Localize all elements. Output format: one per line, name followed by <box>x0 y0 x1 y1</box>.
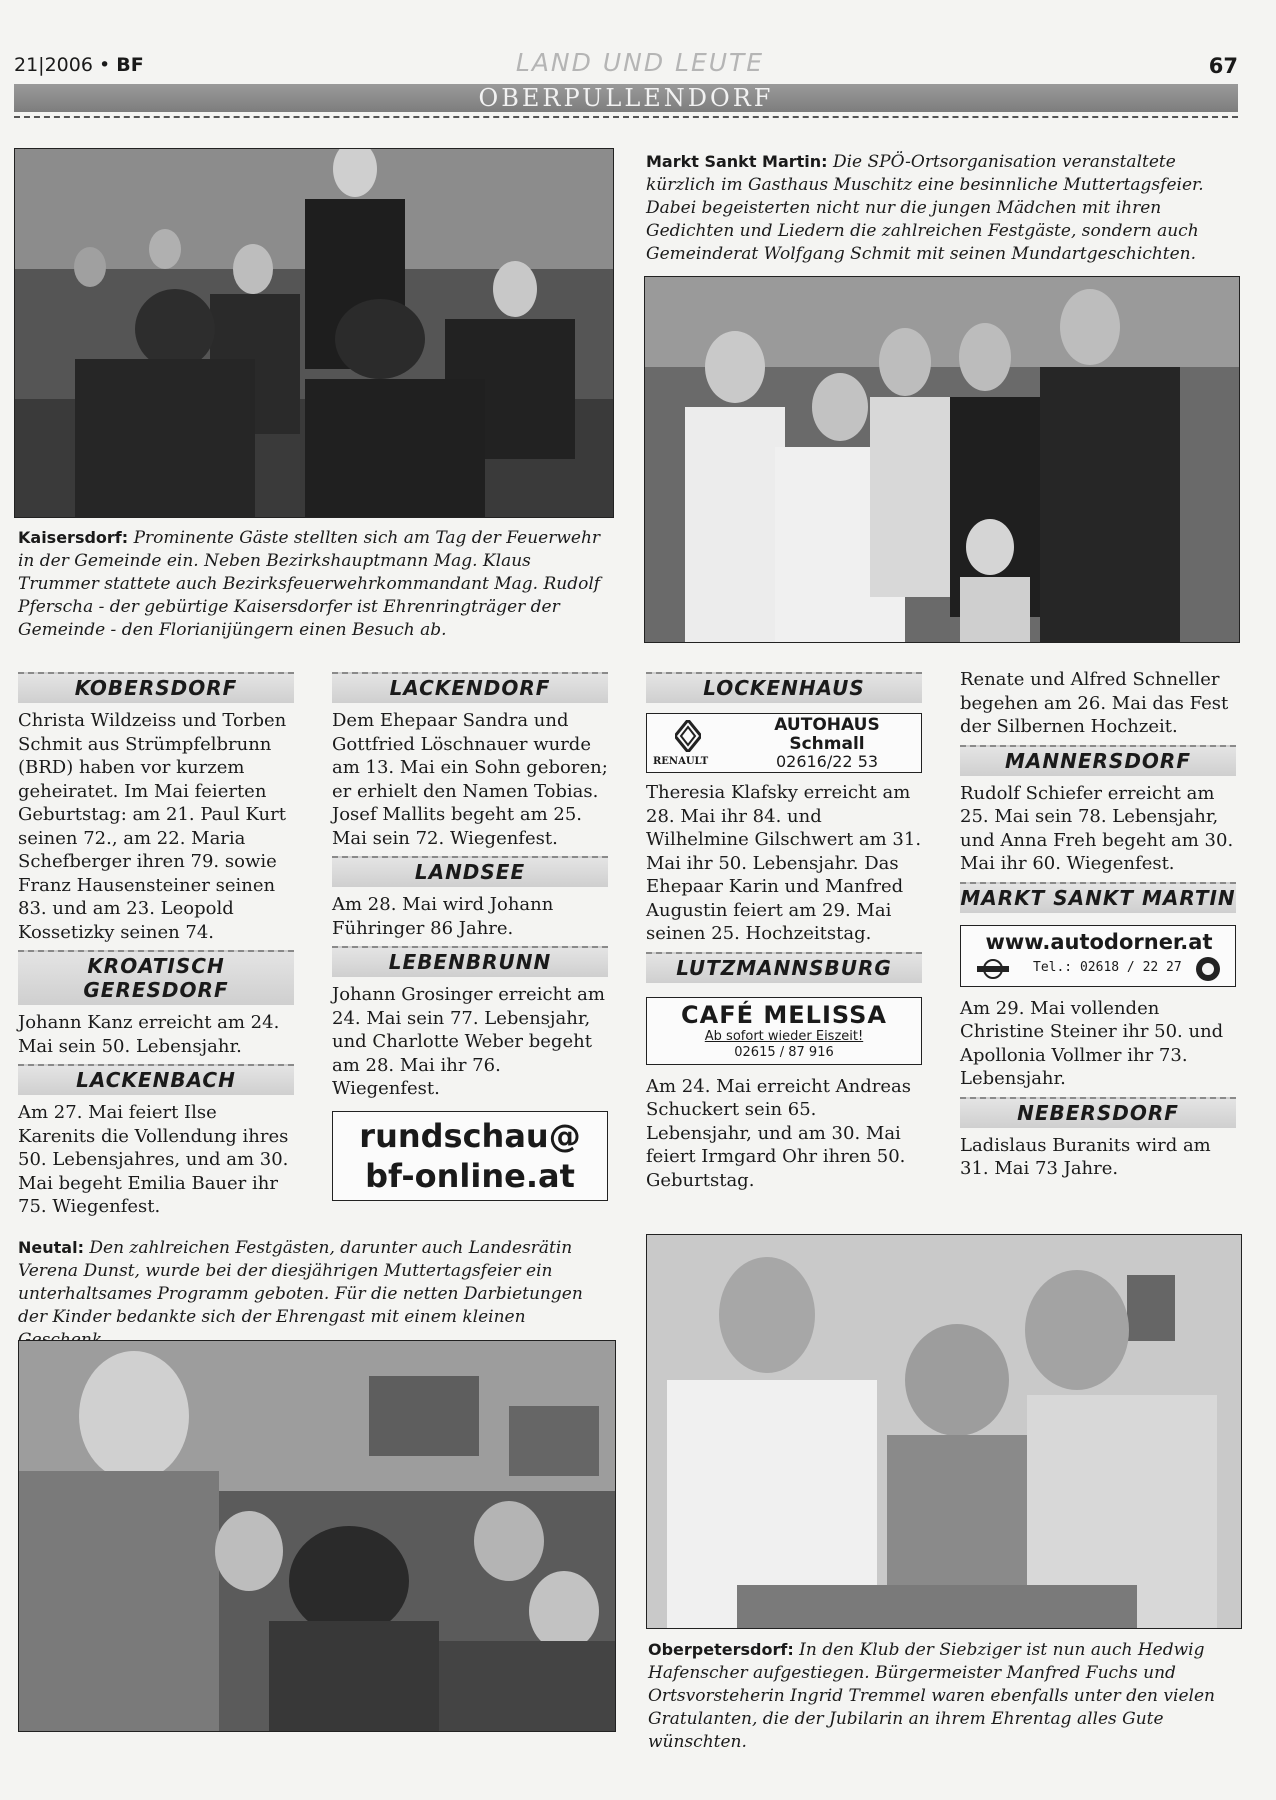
nissan-logo-icon <box>977 958 1009 980</box>
text-lutzmannsburg: Am 24. Mai erreicht Andreas Schuckert sein 65. Lebensjahr, und am 30. Mai feiert Irmgard Ohr ihren 50. Geburtstag. <box>646 1075 912 1191</box>
section-title: LAND UND LEUTE <box>515 48 765 77</box>
heading-kobersdorf: KOBERSDORF <box>18 672 294 703</box>
text-kroatisch-geresdorf: Johann Kanz erreicht am 24. Mai sein 50. Lebensjahr. <box>18 1012 280 1057</box>
email-ad-line1: rundschau@ <box>359 1116 581 1155</box>
autodorner-ad[interactable] <box>960 925 1236 987</box>
skoda-logo-icon <box>1195 956 1221 982</box>
column-2 <box>332 672 608 1201</box>
photo-kaisersdorf <box>14 148 614 518</box>
text-mannersdorf: Rudolf Schiefer erreicht am 25. Mai sein 78. Lebensjahr, und Anna Freh begeht am 30. Mai ihr 60. Wiegenfest. <box>960 782 1234 874</box>
text-lockenhaus: Theresia Klafsky erreicht am 28. Mai ihr 84. und Wilhelmine Gilschwert am 31. Mai ihr 50. Lebensjahr. Das Ehepaar Karin und Manfred Augustin feiert am 29. Mai seinen 25. Hochzeitstag. <box>646 782 922 944</box>
autohaus-name2: Schmall <box>789 734 865 754</box>
text-schneller: Renate und Alfred Schneller begehen am 26. Mai das Fest der Silbernen Hochzeit. <box>960 669 1229 737</box>
text-kobersdorf: Christa Wildzeiss und Torben Schmit aus Strümpfelbrunn (BRD) haben vor kurzem geheiratet. Im Mai feierten Geburtstag: am 21. Paul Kurt seinen 72., am 22. Maria Schefberger ihren 79. sowie Franz Hausensteiner seinen 83. und am 23. Leopold Kossetizky seinen 74. <box>18 710 287 943</box>
caption-markt-sankt-martin: Markt Sankt Martin: Die SPÖ-Ortsorganisation veranstaltete kürzlich im Gasthaus Muschitz eine besinnliche Muttertagsfeier. Dabei begeisterten nicht nur die jungen Mädchen mit ihren Gedichten und Liedern die zahlreichen Festgäste, sondern auch Gemeinderat Wolfgang Schmit mit seinen Mundartgeschichten. <box>646 152 1204 264</box>
text-lackendorf: Dem Ehepaar Sandra und Gottfried Löschnauer wurde am 13. Mai ein Sohn geboren; er erhielt den Namen Tobias. Josef Mallits begeht am 25. Mai sein 72. Wiegenfest. <box>332 710 608 849</box>
column-4 <box>960 668 1236 1181</box>
text-landsee: Am 28. Mai wird Johann Führinger 86 Jahre. <box>332 894 554 939</box>
renault-logo-icon <box>675 720 701 752</box>
text-nebersdorf: Ladislaus Buranits wird am 31. Mai 73 Jahre. <box>960 1134 1211 1179</box>
cafe-name: CAFÉ MELISSA <box>681 1000 887 1029</box>
heading-lebenbrunn: LEBENBRUNN <box>332 946 608 977</box>
issue-info: 21|2006 • BF <box>14 54 144 76</box>
caption-neutal: Neutal: Den zahlreichen Festgästen, darunter auch Landesrätin Verena Dunst, wurde bei der diesjährigen Muttertagsfeier ein unterhaltsames Programm geboten. Für die netten Darbietungen der Kinder bedankte sich der Ehrengast mit einem kleinen <box>18 1238 583 1327</box>
heading-landsee: LANDSEE <box>332 856 608 887</box>
photo-markt-sankt-martin <box>644 276 1240 643</box>
heading-lackendorf: LACKENDORF <box>332 672 608 703</box>
heading-kroatisch-geresdorf: KROATISCH GERESDORF <box>18 950 294 1005</box>
email-ad[interactable] <box>332 1111 608 1201</box>
autohaus-ad[interactable] <box>646 713 922 773</box>
renault-label: RENAULT <box>653 756 709 767</box>
text-lebenbrunn: Johann Grosinger erreicht am 24. Mai sein 77. Lebensjahr, und Charlotte Weber begeht am 28. Mai ihr 76. Wiegenfest. <box>332 984 605 1099</box>
autodorner-phone: Tel.: 02618 / 22 27 <box>1033 959 1182 975</box>
autodorner-url: www.autodorner.at <box>985 929 1213 954</box>
heading-mannersdorf: MANNERSDORF <box>960 745 1236 776</box>
heading-nebersdorf: NEBERSDORF <box>960 1097 1236 1128</box>
cafe-slogan: Ab sofort wieder Eiszeit! <box>704 1028 864 1044</box>
email-ad-line2: bf-online.at <box>365 1156 575 1195</box>
region-title: OBERPULLENDORF <box>478 84 774 112</box>
photo-neutal <box>18 1340 616 1732</box>
text-markt-sankt-martin: Am 29. Mai vollenden Christine Steiner ihr 50. und Apollonia Vollmer ihr 73. Lebensjahr. <box>960 997 1224 1089</box>
heading-lackenbach: LACKENBACH <box>18 1064 294 1095</box>
heading-lutzmannsburg: LUTZMANNSBURG <box>646 952 922 983</box>
photo-oberpetersdorf <box>646 1234 1242 1629</box>
caption-oberpetersdorf: Oberpetersdorf: In den Klub der Siebziger ist nun auch Hedwig Hafenscher aufgestiegen. Bürgermeister Manfred Fuchs und Ortsvorsteherin Ingrid Tremmel waren ebenfalls unter den vielen Gratulanten, die der Jubilarin an ihrem Ehrentag alles Gute wünschten. <box>648 1640 1215 1752</box>
page-number: 67 <box>1208 54 1238 78</box>
autohaus-phone: 02616/22 53 <box>775 752 879 771</box>
column-3 <box>646 672 922 1192</box>
text-lackenbach: Am 27. Mai feiert Ilse Karenits die Vollendung ihres 50. Lebensjahres, und am 30. Mai begeht Emilia Bauer ihr 75. Wiegenfest. <box>18 1102 289 1217</box>
cafe-phone: 02615 / 87 916 <box>734 1044 834 1060</box>
heading-markt-sankt-martin: MARKT SANKT MARTIN <box>960 882 1236 913</box>
caption-kaisersdorf: Kaisersdorf: Prominente Gäste stellten sich am Tag der Feuerwehr in der Gemeinde ein. Neben Bezirkshauptmann Mag. Klaus Trummer stattete auch Bezirksfeuerwehrkommandant Mag. Rudolf Pferscha - der gebürtige Kaisersdorfer ist Ehrenringträger der Gemeinde - den Florianijüngern einen Besuch ab. <box>18 528 601 640</box>
header-divider <box>14 116 1238 118</box>
column-1 <box>18 672 294 1219</box>
autohaus-name1: AUTOHAUS <box>774 715 880 735</box>
cafe-ad[interactable] <box>646 997 922 1065</box>
heading-lockenhaus: LOCKENHAUS <box>646 672 922 703</box>
